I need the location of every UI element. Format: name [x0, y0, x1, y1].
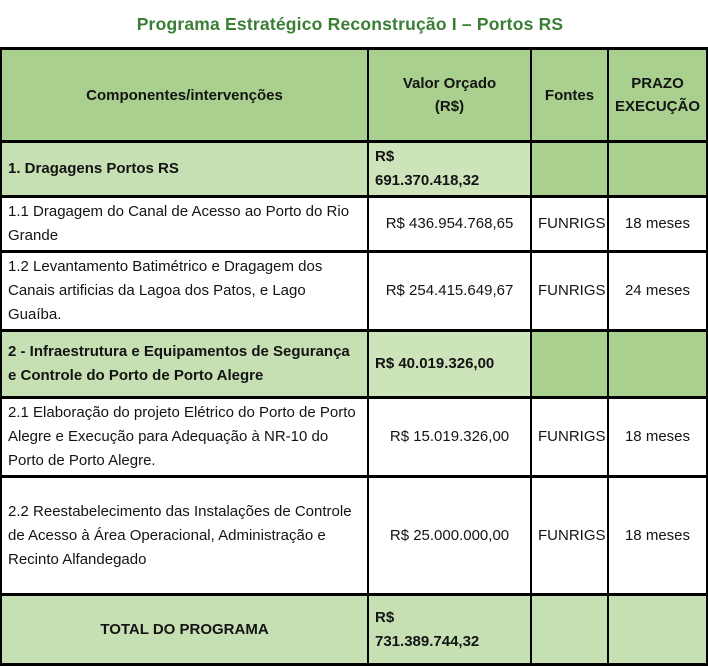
- cell-prazo-empty: [608, 595, 707, 665]
- cell-fontes-empty: [531, 142, 608, 197]
- header-prazo-line1: PRAZO: [631, 75, 684, 92]
- table-row-section-2: [1, 331, 707, 398]
- cell-valor: R$ 436.954.768,65: [368, 197, 531, 252]
- cell-fontes-empty: [531, 595, 608, 665]
- valor-line1: R$: [375, 148, 395, 165]
- cell-componentes: 1.1 Dragagem do Canal de Acesso ao Porto do Rio Grande: [1, 197, 368, 252]
- table-row-item-1-2: [1, 252, 707, 331]
- table-row-section-1: [1, 142, 707, 197]
- cell-prazo: 18 meses: [608, 197, 707, 252]
- cell-fontes: FUNRIGS: [531, 197, 608, 252]
- table-row-item-2-2: [1, 477, 707, 595]
- cell-valor: R$ 40.019.326,00: [368, 331, 531, 398]
- header-prazo-execucao: [608, 49, 707, 142]
- table-row-item-2-1: [1, 398, 707, 477]
- cell-componentes: 2.1 Elaboração do projeto Elétrico do Porto de Porto Alegre e Execução para Adequação à NR-10 do Porto de Porto Alegre.: [1, 398, 368, 477]
- cell-prazo: 18 meses: [608, 477, 707, 595]
- header-prazo-line2: EXECUÇÃO: [615, 98, 701, 115]
- cell-fontes: FUNRIGS: [531, 477, 608, 595]
- table-header-row: [1, 49, 707, 142]
- valor-line1: R$: [375, 608, 395, 626]
- cell-fontes: FUNRIGS: [531, 398, 608, 477]
- cell-valor: R$ 25.000.000,00: [368, 477, 531, 595]
- cell-componentes: 1.2 Levantamento Batimétrico e Dragagem dos Canais artificias da Lagoa dos Patos, e Lago Guaíba.: [1, 252, 368, 331]
- header-valor-line2: (R$): [434, 98, 465, 115]
- valor-line2: 731.389.744,32: [375, 632, 480, 650]
- valor-line2: 691.370.418,32: [375, 172, 480, 189]
- header-componentes: Componentes/intervenções: [1, 49, 368, 142]
- cell-prazo-empty: [608, 142, 707, 197]
- table-row-item-1-1: [1, 197, 707, 252]
- program-table: [0, 47, 708, 666]
- cell-componentes: 2 - Infraestrutura e Equipamentos de Segurança e Controle do Porto de Porto Alegre: [1, 331, 368, 398]
- header-valor-orcado: [368, 49, 531, 142]
- cell-valor: [368, 142, 531, 197]
- cell-componentes: 2.2 Reestabelecimento das Instalações de Controle de Acesso à Área Operacional, Administração e Recinto Alfandegado: [1, 477, 368, 595]
- table-row-total: [1, 595, 707, 665]
- cell-valor: R$ 15.019.326,00: [368, 398, 531, 477]
- page-title: Programa Estratégico Reconstrução I – Portos RS: [136, 14, 564, 34]
- cell-prazo: 18 meses: [608, 398, 707, 477]
- header-valor-line1: Valor Orçado: [402, 75, 497, 92]
- cell-fontes-empty: [531, 331, 608, 398]
- cell-fontes: FUNRIGS: [531, 252, 608, 331]
- cell-prazo: 24 meses: [608, 252, 707, 331]
- cell-valor: R$ 254.415.649,67: [368, 252, 531, 331]
- cell-componentes: 1. Dragagens Portos RS: [1, 142, 368, 197]
- cell-total-label: TOTAL DO PROGRAMA: [1, 595, 368, 665]
- cell-total-valor: [368, 595, 531, 665]
- header-fontes: Fontes: [531, 49, 608, 142]
- cell-prazo-empty: [608, 331, 707, 398]
